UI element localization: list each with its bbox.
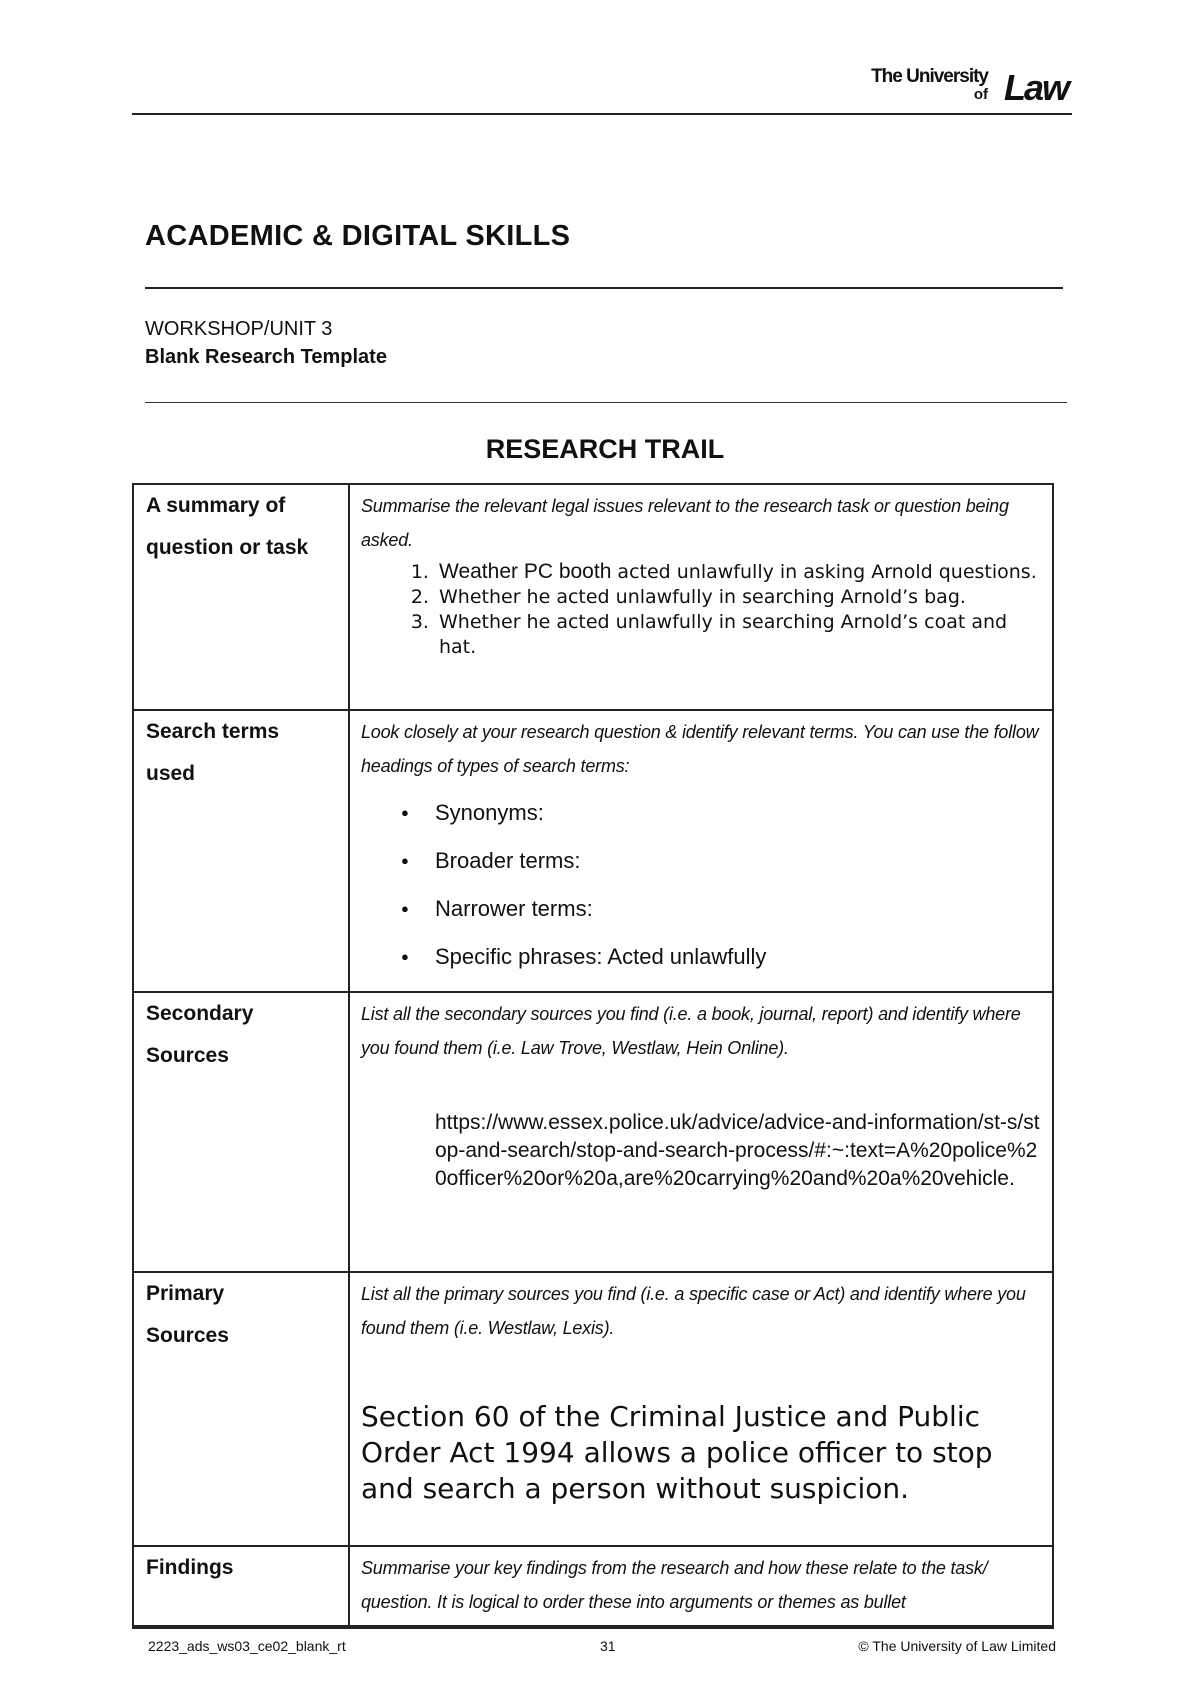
table-row-findings <box>133 1546 1053 1626</box>
source-url[interactable]: https://www.essex.police.uk/advice/advice-and-information/st-s/stop-and-search/stop-and-search-process/#:~:text=A%20police%20officer%20or%20a,are%20carrying%20and%20a%20vehicle. <box>435 1111 1040 1190</box>
table-row-primary-sources <box>133 1272 1053 1546</box>
section-title: RESEARCH TRAIL <box>485 434 725 464</box>
row-label <box>133 1546 349 1626</box>
search-terms-cell[interactable] <box>349 710 1053 992</box>
title-rule <box>145 287 1063 289</box>
footer-copyright: © The University of Law Limited <box>858 1638 1056 1654</box>
university-logo <box>868 62 1068 112</box>
research-trail-table <box>132 483 1054 1627</box>
search-instruction: Look closely at your research question & identify relevant terms. You can use the follow headings of types of search terms: <box>361 722 1039 776</box>
primary-answer: Section 60 of the Criminal Justice and Public Order Act 1994 allows a police officer to stop and search a person without suspicion. <box>361 1400 993 1505</box>
list-item: ● Broader terms: <box>435 837 1040 885</box>
list-item-text: acted unlawfully in asking Arnold questions. <box>611 561 1037 583</box>
header-rule <box>132 113 1072 115</box>
logo-line-2: of <box>973 86 988 103</box>
table-row-secondary-sources <box>133 992 1053 1272</box>
search-terms-list <box>361 789 1040 981</box>
list-item: ● Narrower terms: <box>435 885 1040 933</box>
label-line: used <box>146 762 196 785</box>
label-line: Findings <box>146 1556 234 1579</box>
row-label <box>133 484 349 710</box>
label-line: Primary <box>146 1282 225 1305</box>
findings-instruction: Summarise your key findings from the research and how these relate to the task/ question. It is logical to order these into arguments or themes as bullet <box>361 1558 988 1612</box>
secondary-instruction: List all the secondary sources you find (i.e. a book, journal, report) and identify where you found them (i.e. Law Trove, Westlaw, Hein Online). <box>361 1004 1021 1058</box>
workshop-label: WORKSHOP/UNIT 3 <box>145 318 333 340</box>
question-list <box>361 559 1040 660</box>
page-number: 31 <box>600 1638 616 1654</box>
primary-instruction: List all the primary sources you find (i.e. a specific case or Act) and identify where you found them (i.e. Westlaw, Lexis). <box>361 1284 1026 1338</box>
list-item-text: Whether he acted unlawfully in searching Arnold’s coat and hat. <box>439 611 1008 658</box>
list-item-lead: Weather PC booth <box>439 560 612 583</box>
list-item <box>435 559 1040 585</box>
subtitle-rule <box>145 402 1067 403</box>
label-line: Sources <box>146 1044 229 1067</box>
secondary-sources-cell[interactable] <box>349 992 1053 1272</box>
logo-line-3: Law <box>1003 67 1068 108</box>
footer-code: 2223_ads_ws03_ce02_blank_rt <box>148 1638 346 1654</box>
summary-cell[interactable] <box>349 484 1053 710</box>
table-row-summary <box>133 484 1053 710</box>
document-title: ACADEMIC & DIGITAL SKILLS <box>145 220 571 252</box>
row-label <box>133 710 349 992</box>
summary-instruction: Summarise the relevant legal issues relevant to the research task or question being asked. <box>361 496 1009 550</box>
footer-rule <box>132 1627 1054 1629</box>
primary-sources-cell[interactable] <box>349 1272 1053 1546</box>
label-line: Search terms <box>146 720 280 743</box>
list-item-text: Whether he acted unlawfully in searching Arnold’s bag. <box>439 586 966 608</box>
list-item <box>435 585 1040 610</box>
list-item <box>435 610 1040 660</box>
label-line: question or task <box>146 536 309 559</box>
list-item: ● Specific phrases: Acted unlawfully <box>435 933 1040 981</box>
label-line: A summary of <box>146 494 286 517</box>
row-label <box>133 992 349 1272</box>
findings-cell[interactable] <box>349 1546 1053 1626</box>
template-name: Blank Research Template <box>145 346 387 368</box>
row-label <box>133 1272 349 1546</box>
logo-line-1: The University <box>871 66 988 87</box>
label-line: Sources <box>146 1324 229 1347</box>
list-item: ● Synonyms: <box>435 789 1040 837</box>
label-line: Secondary <box>146 1002 254 1025</box>
table-row-search-terms <box>133 710 1053 992</box>
